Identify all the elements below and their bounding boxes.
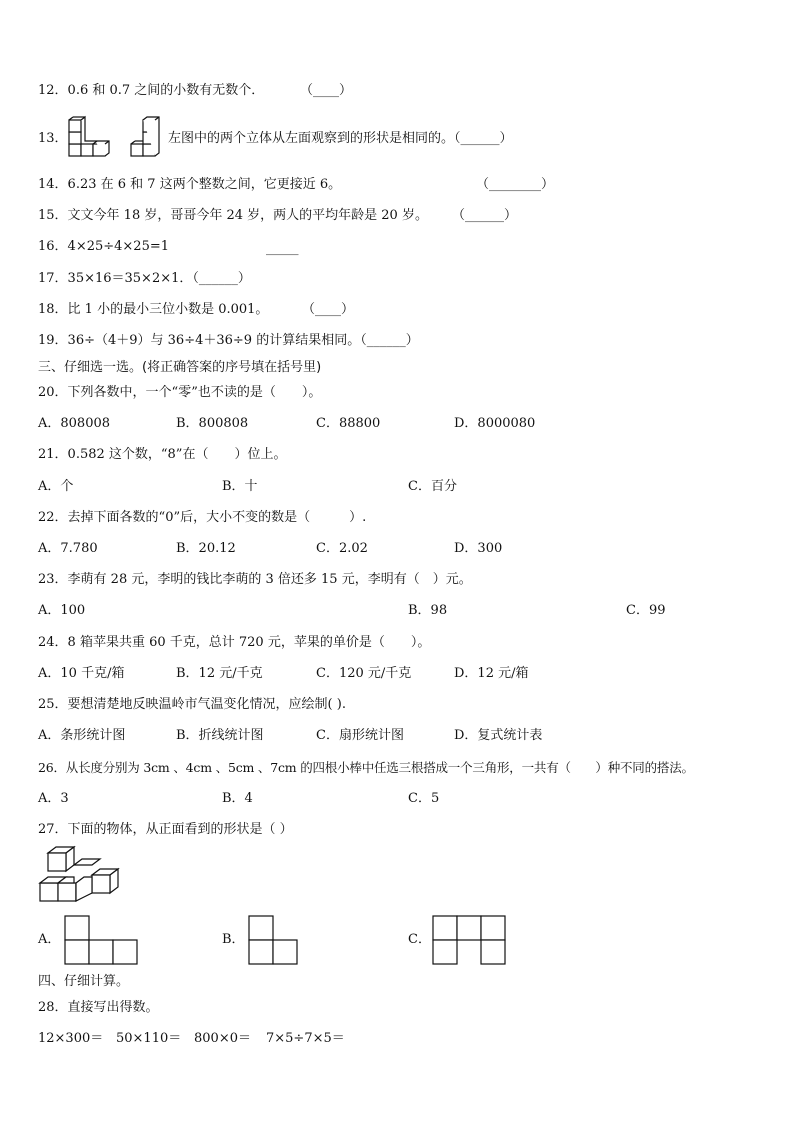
option-a-shape xyxy=(64,915,138,965)
option-c[interactable]: C．99 xyxy=(626,603,666,618)
option-d[interactable]: D．复式统计表 xyxy=(454,728,543,743)
option-c-shape xyxy=(432,915,506,965)
option-d[interactable]: D．12 元/箱 xyxy=(454,666,529,681)
option-c[interactable]: C．扇形统计图 xyxy=(316,728,404,743)
question-28: 28．直接写出得数。 xyxy=(38,1000,159,1015)
question-27: 27．下面的物体，从正面看到的形状是（ ） xyxy=(38,822,293,837)
option-a[interactable]: A．条形统计图 xyxy=(38,728,126,743)
question-22: 22．去掉下面各数的“0”后，大小不变的数是（ ）. xyxy=(38,510,367,525)
question-23: 23．李萌有 28 元，李明的钱比李萌的 3 倍还多 15 元，李明有（ ）元。 xyxy=(38,572,472,587)
option-b[interactable]: B．20.12 xyxy=(176,541,236,556)
option-a[interactable]: A．3 xyxy=(38,791,69,806)
answer-blank[interactable]: _____ xyxy=(266,241,299,256)
question-13-text: 左图中的两个立体从左面观察到的形状是相同的。（______） xyxy=(168,131,513,146)
option-b[interactable]: B．折线统计图 xyxy=(176,728,264,743)
option-c[interactable]: C．5 xyxy=(408,791,440,806)
solid-figure-left xyxy=(68,120,110,157)
question-18: 18．比 1 小的最小三位小数是 0.001。 xyxy=(38,302,269,317)
cube-stack-figure xyxy=(38,845,122,907)
option-b[interactable]: B．800808 xyxy=(176,416,249,431)
option-c[interactable]: C．百分 xyxy=(408,479,457,494)
solid-figure-right xyxy=(130,120,172,157)
option-b[interactable]: B．12 元/千克 xyxy=(176,666,263,681)
question-21: 21．0.582 这个数，“8”在（ ）位上。 xyxy=(38,447,287,462)
option-a[interactable]: A．808008 xyxy=(38,416,111,431)
answer-blank[interactable]: （________） xyxy=(476,177,555,192)
option-c[interactable]: C．88800 xyxy=(316,416,381,431)
option-c[interactable]: C．2.02 xyxy=(316,541,368,556)
answer-blank[interactable]: （____） xyxy=(302,302,355,317)
question-26: 26．从长度分别为 3cm 、4cm 、5cm 、7cm 的四根小棒中任选三根搭成一个三角形，一共有（ ）种不同的搭法。 xyxy=(38,760,694,775)
option-b[interactable]: B．十 xyxy=(222,479,258,494)
question-16: 16．4×25÷4×25=1 xyxy=(38,239,170,254)
question-17: 17．35×16＝35×2×1．（______） xyxy=(38,271,251,286)
question-13-number: 13． xyxy=(38,131,68,146)
option-a[interactable]: A．个 xyxy=(38,479,74,494)
option-b[interactable]: B．4 xyxy=(222,791,253,806)
question-20: 20．下列各数中，一个“零”也不读的是（ ）。 xyxy=(38,385,322,400)
section-4-heading: 四、仔细计算。 xyxy=(38,974,130,989)
option-c[interactable]: C．120 元/千克 xyxy=(316,666,412,681)
option-c[interactable]: C． xyxy=(408,932,431,947)
calc-item[interactable]: 12×300＝ xyxy=(38,1031,104,1046)
calc-item[interactable]: 800×0＝ xyxy=(194,1031,251,1046)
question-25: 25．要想清楚地反映温岭市气温变化情况，应绘制( ). xyxy=(38,697,346,712)
answer-blank[interactable]: （______） xyxy=(452,208,518,223)
calc-item[interactable]: 7×5÷7×5＝ xyxy=(266,1031,345,1046)
question-19: 19．36÷（4＋9）与 36÷4＋36÷9 的计算结果相同。（______） xyxy=(38,333,419,348)
option-a[interactable]: A．100 xyxy=(38,603,86,618)
question-15: 15．文文今年 18 岁，哥哥今年 24 岁，两人的平均年龄是 20 岁。 xyxy=(38,208,428,223)
option-b[interactable]: B． xyxy=(222,932,245,947)
calc-item[interactable]: 50×110＝ xyxy=(116,1031,182,1046)
section-3-heading: 三、仔细选一选。(将正确答案的序号填在括号里) xyxy=(38,360,322,375)
question-24: 24．8 箱苹果共重 60 千克，总计 720 元，苹果的单价是（ ）。 xyxy=(38,635,431,650)
option-a[interactable]: A． xyxy=(38,932,61,947)
option-b-shape xyxy=(248,915,298,965)
option-b[interactable]: B．98 xyxy=(408,603,448,618)
question-12: 12．0.6 和 0.7 之间的小数有无数个． xyxy=(38,83,265,98)
option-a[interactable]: A．10 千克/箱 xyxy=(38,666,125,681)
option-d[interactable]: D．8000080 xyxy=(454,416,536,431)
answer-blank[interactable]: （____） xyxy=(300,83,353,98)
option-d[interactable]: D．300 xyxy=(454,541,503,556)
question-14: 14．6.23 在 6 和 7 这两个整数之间，它更接近 6。 xyxy=(38,177,342,192)
option-a[interactable]: A．7.780 xyxy=(38,541,98,556)
